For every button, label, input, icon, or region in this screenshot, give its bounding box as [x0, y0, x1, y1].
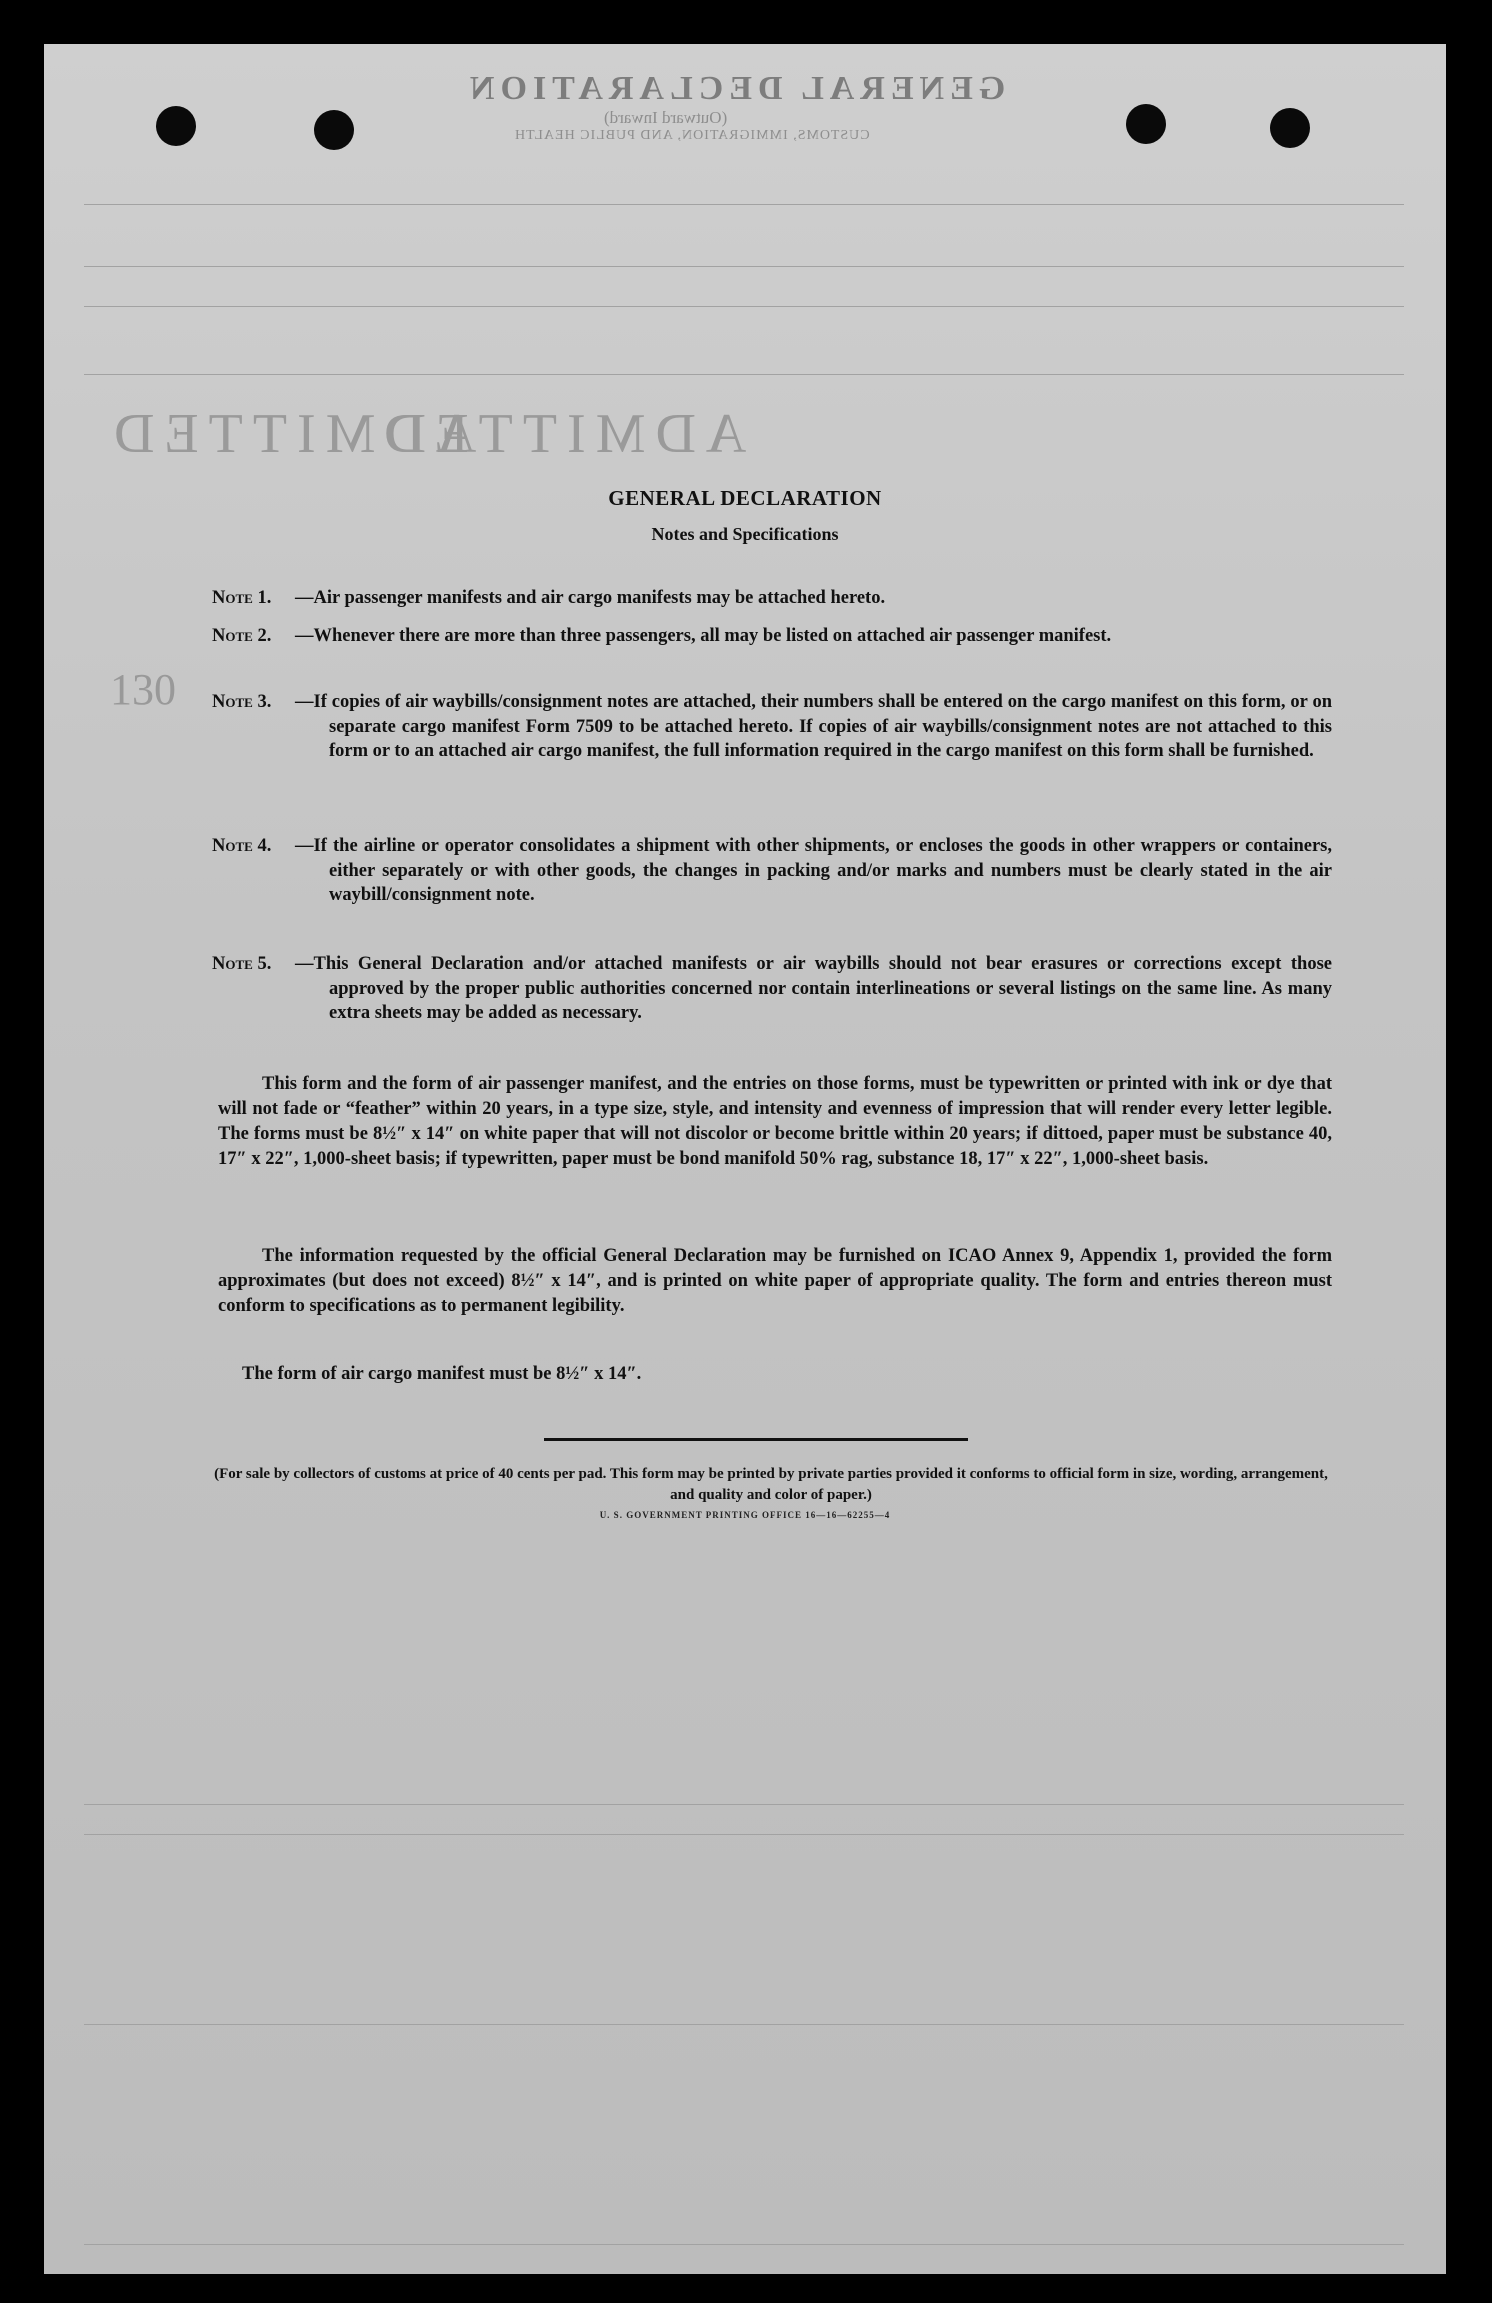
show-through-subtitle: (Outward Inward) — [604, 108, 728, 127]
show-through-line — [84, 374, 1404, 375]
note-3 — [212, 690, 1332, 764]
note-2 — [212, 624, 1332, 649]
show-through-number: 130 — [110, 665, 176, 714]
punch-hole-left-2 — [314, 110, 354, 150]
show-through-line — [84, 1804, 1404, 1805]
page-title: GENERAL DECLARATION — [608, 486, 882, 510]
sale-notice: (For sale by collectors of customs at price of 40 cents per pad. This form may be printed by private parties provided it conforms to official form in size, wording, arrangement, and quality and color of paper.) — [214, 1466, 1328, 1503]
document-page — [44, 44, 1446, 2274]
show-through-line — [84, 1834, 1404, 1835]
note-label: Note 2. — [212, 626, 272, 646]
show-through-agencies: CUSTOMS, IMMIGRATION, AND PUBLIC HEALTH — [514, 128, 870, 143]
note-text: —This General Declaration and/or attached manifests or air waybills should not bear erasures or corrections except those approved by the proper public authorities concerned nor contain interlineations or several listings on the same line. As many extra sheets may be added as necessary. — [295, 954, 1332, 1023]
specification-paragraph: This form and the form of air passenger manifest, and the entries on those forms, must be typewritten or printed with ink or dye that will not fade or “feather” within 20 years, in a type size, style, and intensity and evenness of impression that will render every letter legible. The forms must be 8½″ x 14″ on white paper that will not discolor or become brittle within 20 years; if dittoed, paper must be substance 40, 17″ x 22″, 1,000-sheet basis; if typewritten, paper must be bond manifold 50% rag, substance 18, 17″ x 22″, 1,000-sheet basis. — [218, 1074, 1332, 1169]
note-text: —Whenever there are more than three passengers, all may be listed on attached air passenger manifest. — [295, 626, 1112, 646]
note-label: Note 3. — [212, 692, 272, 712]
punch-hole-right-2 — [1270, 108, 1310, 148]
show-through-line — [84, 204, 1404, 205]
note-label: Note 4. — [212, 836, 272, 856]
show-through-line — [84, 306, 1404, 307]
note-5 — [212, 952, 1332, 1026]
punch-hole-left-1 — [156, 106, 196, 146]
note-1 — [212, 586, 1332, 611]
show-through-line — [84, 266, 1404, 267]
show-through-line — [84, 2244, 1404, 2245]
show-through-line — [84, 2024, 1404, 2025]
note-text: —Air passenger manifests and air cargo manifests may be attached hereto. — [295, 588, 886, 608]
note-text: —If the airline or operator consolidates a shipment with other shipments, or encloses the goods in other wrappers or containers, either separately or with other goods, the changes in packing and/or marks and numbers must be clearly stated in the air waybill/consignment note. — [295, 836, 1332, 905]
divider-rule — [544, 1438, 968, 1441]
icao-paragraph: The information requested by the official General Declaration may be furnished on ICAO Annex 9, Appendix 1, provided the form approximates (but does not exceed) 8½″ x 14″, and is printed on white paper of appropriate quality. The form and entries thereon must conform to specifications as to permanent legibility. — [218, 1246, 1332, 1316]
note-label: Note 5. — [212, 954, 272, 974]
note-text: —If copies of air waybills/consignment notes are attached, their numbers shall be entered on the cargo manifest on this form, or on separate cargo manifest Form 7509 to be attached hereto. If copies of air waybills/consignment notes are not attached to this form or to an attached air cargo manifest, the full information required in the cargo manifest on this form shall be furnished. — [295, 692, 1332, 761]
punch-hole-right-1 — [1126, 104, 1166, 144]
show-through-stamp-left: ADMITTED — [104, 403, 477, 465]
cargo-manifest-size-paragraph: The form of air cargo manifest must be 8½″ x 14″. — [242, 1364, 642, 1384]
note-label: Note 1. — [212, 588, 272, 608]
show-through-stamp-right: ADMITTED — [374, 403, 747, 465]
show-through-title: GENERAL DECLARATION — [464, 70, 1006, 107]
note-4 — [212, 834, 1332, 908]
printer-imprint: U. S. GOVERNMENT PRINTING OFFICE 16—16—62255—4 — [599, 1510, 891, 1520]
page-subtitle: Notes and Specifications — [651, 524, 839, 544]
